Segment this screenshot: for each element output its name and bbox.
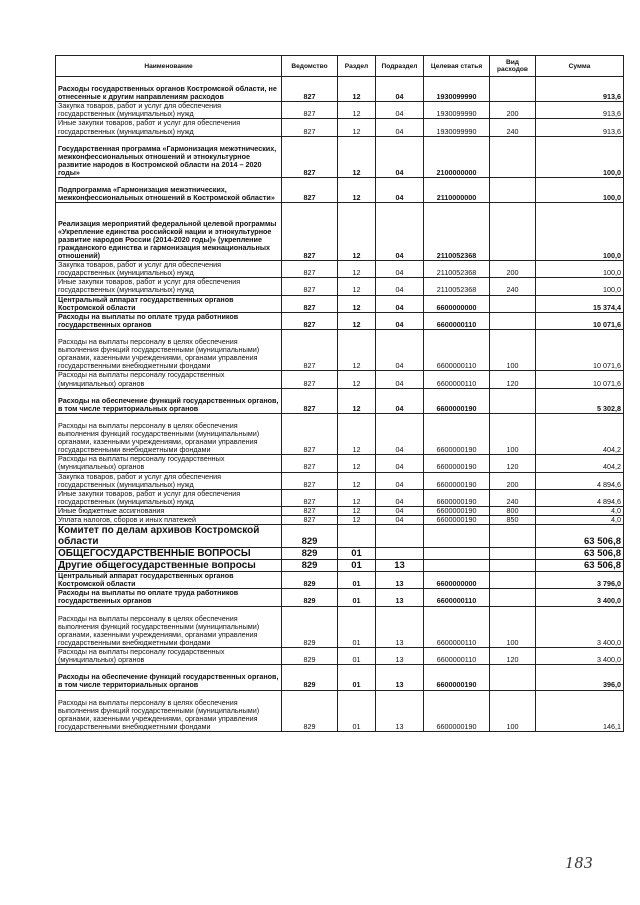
cell-sum: 3 400,0 <box>536 606 624 648</box>
cell-sum: 15 374,4 <box>536 295 624 312</box>
cell-ved: 827 <box>282 489 338 506</box>
cell-vr <box>490 312 536 329</box>
cell-razd: 12 <box>338 506 376 515</box>
cell-sum: 913,6 <box>536 77 624 102</box>
cell-vr: 100 <box>490 690 536 732</box>
cell-razd: 12 <box>338 102 376 119</box>
cell-cs: 6600000000 <box>424 295 490 312</box>
cell-razd: 12 <box>338 413 376 455</box>
cell-razd <box>338 525 376 548</box>
cell-vr <box>490 525 536 548</box>
cell-name: Расходы на выплаты персоналу в целях обеспечения выполнения функций государственными (муниципальными) органами, казенными учреждениями, органами управления государственными внебюджетными фондами <box>56 413 282 455</box>
cell-name: Расходы на выплаты персоналу государственных (муниципальных) органов <box>56 371 282 388</box>
cell-name: Иные бюджетные ассигнования <box>56 506 282 515</box>
budget-table-page <box>55 55 623 732</box>
header-podrazdel: Подраздел <box>376 56 424 77</box>
cell-name: Иные закупки товаров, работ и услуг для обеспечения государственных (муниципальных) нужд <box>56 119 282 136</box>
cell-cs: 6600000110 <box>424 371 490 388</box>
budget-table <box>55 55 624 732</box>
cell-sum: 5 302,8 <box>536 388 624 413</box>
cell-name: Комитет по делам архивов Костромской области <box>56 525 282 548</box>
cell-razd: 12 <box>338 119 376 136</box>
cell-razd: 12 <box>338 278 376 295</box>
cell-vr <box>490 203 536 261</box>
cell-vr: 200 <box>490 261 536 278</box>
cell-cs: 6600000190 <box>424 455 490 472</box>
cell-razd: 12 <box>338 203 376 261</box>
cell-razd: 12 <box>338 516 376 525</box>
cell-cs: 1930099990 <box>424 119 490 136</box>
table-row <box>56 606 624 648</box>
table-header-row <box>56 56 624 77</box>
cell-ved: 829 <box>282 648 338 665</box>
cell-sum: 3 400,0 <box>536 648 624 665</box>
cell-cs: 2110000000 <box>424 178 490 203</box>
table-body <box>56 77 624 732</box>
cell-razd: 12 <box>338 388 376 413</box>
cell-sum: 10 071,6 <box>536 371 624 388</box>
cell-vr: 200 <box>490 472 536 489</box>
cell-name: Центральный аппарат государственных органов Костромской области <box>56 295 282 312</box>
cell-ved: 827 <box>282 102 338 119</box>
cell-name: Закупка товаров, работ и услуг для обеспечения государственных (муниципальных) нужд <box>56 102 282 119</box>
cell-vr: 240 <box>490 278 536 295</box>
cell-sum: 100,0 <box>536 261 624 278</box>
cell-sum: 10 071,6 <box>536 329 624 371</box>
cell-cs: 6600000110 <box>424 648 490 665</box>
table-row <box>56 665 624 690</box>
table-row <box>56 77 624 102</box>
cell-name: Уплата налогов, сборов и иных платежей <box>56 516 282 525</box>
cell-ved: 829 <box>282 548 338 560</box>
table-row <box>56 119 624 136</box>
cell-podr: 04 <box>376 455 424 472</box>
table-row <box>56 413 624 455</box>
cell-ved: 827 <box>282 455 338 472</box>
cell-podr: 04 <box>376 489 424 506</box>
cell-sum: 404,2 <box>536 455 624 472</box>
cell-razd: 01 <box>338 690 376 732</box>
cell-ved: 829 <box>282 572 338 589</box>
cell-podr: 04 <box>376 178 424 203</box>
cell-ved: 827 <box>282 371 338 388</box>
cell-sum: 100,0 <box>536 136 624 178</box>
cell-razd: 12 <box>338 77 376 102</box>
cell-sum: 404,2 <box>536 413 624 455</box>
table-row <box>56 548 624 560</box>
cell-vr <box>490 589 536 606</box>
cell-sum: 4,0 <box>536 506 624 515</box>
cell-ved: 829 <box>282 690 338 732</box>
cell-podr: 13 <box>376 648 424 665</box>
cell-ved: 827 <box>282 472 338 489</box>
cell-name: Иные закупки товаров, работ и услуг для обеспечения государственных (муниципальных) нужд <box>56 489 282 506</box>
cell-cs <box>424 560 490 572</box>
cell-ved: 827 <box>282 329 338 371</box>
cell-podr: 13 <box>376 606 424 648</box>
cell-podr <box>376 548 424 560</box>
cell-name: Расходы на обеспечение функций государственных органов, в том числе территориальных органов <box>56 388 282 413</box>
cell-ved: 827 <box>282 506 338 515</box>
cell-vr <box>490 295 536 312</box>
cell-podr: 04 <box>376 388 424 413</box>
table-row <box>56 312 624 329</box>
header-celevaya-statya: Целевая статья <box>424 56 490 77</box>
cell-sum: 396,0 <box>536 665 624 690</box>
cell-sum: 100,0 <box>536 278 624 295</box>
header-summa: Сумма <box>536 56 624 77</box>
table-row <box>56 516 624 525</box>
cell-podr: 13 <box>376 690 424 732</box>
cell-name: Другие общегосударственные вопросы <box>56 560 282 572</box>
cell-razd: 12 <box>338 178 376 203</box>
cell-razd: 01 <box>338 572 376 589</box>
table-row <box>56 560 624 572</box>
cell-name: Подпрограмма «Гармонизация межэтнических, межконфессиональных отношений в Костромской области» <box>56 178 282 203</box>
cell-cs: 6600000190 <box>424 388 490 413</box>
cell-vr <box>490 572 536 589</box>
cell-ved: 829 <box>282 606 338 648</box>
cell-ved: 827 <box>282 261 338 278</box>
cell-vr: 100 <box>490 329 536 371</box>
cell-cs: 6600000000 <box>424 572 490 589</box>
header-vedomstvo: Ведомство <box>282 56 338 77</box>
cell-podr: 04 <box>376 203 424 261</box>
table-row <box>56 136 624 178</box>
cell-ved: 827 <box>282 136 338 178</box>
cell-vr <box>490 665 536 690</box>
cell-vr: 240 <box>490 489 536 506</box>
cell-razd: 01 <box>338 589 376 606</box>
cell-ved: 827 <box>282 388 338 413</box>
cell-vr: 100 <box>490 413 536 455</box>
cell-razd: 01 <box>338 665 376 690</box>
cell-razd: 12 <box>338 455 376 472</box>
cell-vr: 120 <box>490 648 536 665</box>
cell-razd: 12 <box>338 295 376 312</box>
cell-cs <box>424 525 490 548</box>
cell-podr: 04 <box>376 102 424 119</box>
table-row <box>56 506 624 515</box>
cell-podr: 04 <box>376 295 424 312</box>
cell-cs: 6600000110 <box>424 589 490 606</box>
cell-podr: 04 <box>376 329 424 371</box>
cell-vr <box>490 560 536 572</box>
cell-cs: 1930099990 <box>424 77 490 102</box>
cell-ved: 829 <box>282 589 338 606</box>
cell-razd: 12 <box>338 261 376 278</box>
table-row <box>56 648 624 665</box>
cell-cs: 6600000190 <box>424 690 490 732</box>
cell-name: Центральный аппарат государственных органов Костромской области <box>56 572 282 589</box>
table-row <box>56 329 624 371</box>
header-razdel: Раздел <box>338 56 376 77</box>
cell-cs: 6600000110 <box>424 312 490 329</box>
cell-name: Закупка товаров, работ и услуг для обеспечения государственных (муниципальных) нужд <box>56 472 282 489</box>
cell-vr: 100 <box>490 606 536 648</box>
cell-name: Государственная программа «Гармонизация межэтнических, межконфессиональных отношений и этнокультурное развитие народов в Костромской области на 2014 – 2020 годы» <box>56 136 282 178</box>
cell-name: ОБЩЕГОСУДАРСТВЕННЫЕ ВОПРОСЫ <box>56 548 282 560</box>
cell-name: Расходы на выплаты персоналу в целях обеспечения выполнения функций государственными (муниципальными) органами, казенными учреждениями, органами управления государственными внебюджетными фондами <box>56 606 282 648</box>
cell-podr: 04 <box>376 413 424 455</box>
cell-sum: 4,0 <box>536 516 624 525</box>
table-row <box>56 203 624 261</box>
cell-razd: 12 <box>338 371 376 388</box>
cell-name: Расходы на выплаты персоналу государственных (муниципальных) органов <box>56 455 282 472</box>
cell-cs: 2100000000 <box>424 136 490 178</box>
cell-sum: 4 894,6 <box>536 489 624 506</box>
cell-podr: 13 <box>376 572 424 589</box>
cell-podr: 04 <box>376 516 424 525</box>
cell-cs: 6600000110 <box>424 606 490 648</box>
cell-cs: 6600000190 <box>424 472 490 489</box>
cell-razd: 12 <box>338 329 376 371</box>
cell-podr: 04 <box>376 371 424 388</box>
table-row <box>56 572 624 589</box>
cell-name: Расходы на выплаты по оплате труда работников государственных органов <box>56 589 282 606</box>
cell-razd: 12 <box>338 312 376 329</box>
header-vid-rashodov: Вид расходов <box>490 56 536 77</box>
cell-razd: 12 <box>338 136 376 178</box>
cell-podr: 04 <box>376 77 424 102</box>
cell-podr: 04 <box>376 119 424 136</box>
cell-sum: 63 506,8 <box>536 525 624 548</box>
cell-cs: 6600000190 <box>424 506 490 515</box>
cell-razd: 01 <box>338 548 376 560</box>
cell-sum: 913,6 <box>536 119 624 136</box>
cell-vr <box>490 178 536 203</box>
cell-ved: 827 <box>282 295 338 312</box>
cell-ved: 829 <box>282 665 338 690</box>
cell-vr <box>490 548 536 560</box>
cell-vr <box>490 388 536 413</box>
cell-name: Расходы государственных органов Костромской области, не отнесенные к другим направлениям расходов <box>56 77 282 102</box>
cell-ved: 827 <box>282 77 338 102</box>
cell-name: Иные закупки товаров, работ и услуг для обеспечения государственных (муниципальных) нужд <box>56 278 282 295</box>
cell-cs: 6600000190 <box>424 665 490 690</box>
cell-name: Расходы на выплаты по оплате труда работников государственных органов <box>56 312 282 329</box>
cell-razd: 01 <box>338 560 376 572</box>
table-row <box>56 388 624 413</box>
cell-razd: 01 <box>338 648 376 665</box>
cell-vr: 800 <box>490 506 536 515</box>
table-row <box>56 455 624 472</box>
cell-podr: 04 <box>376 261 424 278</box>
cell-ved: 827 <box>282 119 338 136</box>
cell-vr <box>490 77 536 102</box>
cell-sum: 146,1 <box>536 690 624 732</box>
cell-vr: 850 <box>490 516 536 525</box>
cell-podr <box>376 525 424 548</box>
cell-name: Расходы на выплаты персоналу государственных (муниципальных) органов <box>56 648 282 665</box>
cell-podr: 04 <box>376 312 424 329</box>
cell-cs: 2110052368 <box>424 261 490 278</box>
cell-vr: 120 <box>490 371 536 388</box>
cell-sum: 913,6 <box>536 102 624 119</box>
cell-ved: 827 <box>282 413 338 455</box>
cell-ved: 827 <box>282 278 338 295</box>
cell-cs <box>424 548 490 560</box>
cell-sum: 63 506,8 <box>536 548 624 560</box>
cell-cs: 2110052368 <box>424 203 490 261</box>
cell-ved: 827 <box>282 203 338 261</box>
cell-ved: 829 <box>282 525 338 548</box>
cell-vr: 240 <box>490 119 536 136</box>
table-row <box>56 525 624 548</box>
cell-name: Расходы на обеспечение функций государственных органов, в том числе территориальных органов <box>56 665 282 690</box>
table-row <box>56 261 624 278</box>
cell-name: Реализация мероприятий федеральной целевой программы «Укрепление единства российской нации и этнокультурное развитие народов России (2014-2020 годы)» (укрепление гражданского единства и гармонизация межнациональных отношений) <box>56 203 282 261</box>
cell-name: Расходы на выплаты персоналу в целях обеспечения выполнения функций государственными (муниципальными) органами, казенными учреждениями, органами управления государственными внебюджетными фондами <box>56 690 282 732</box>
table-row <box>56 371 624 388</box>
cell-ved: 827 <box>282 312 338 329</box>
cell-podr: 04 <box>376 136 424 178</box>
table-row <box>56 690 624 732</box>
cell-podr: 13 <box>376 560 424 572</box>
cell-sum: 4 894,6 <box>536 472 624 489</box>
cell-vr: 200 <box>490 102 536 119</box>
cell-cs: 6600000190 <box>424 413 490 455</box>
cell-podr: 04 <box>376 506 424 515</box>
cell-ved: 827 <box>282 516 338 525</box>
cell-ved: 829 <box>282 560 338 572</box>
cell-cs: 6600000190 <box>424 489 490 506</box>
cell-sum: 3 400,0 <box>536 589 624 606</box>
cell-sum: 100,0 <box>536 178 624 203</box>
cell-podr: 04 <box>376 278 424 295</box>
cell-razd: 12 <box>338 472 376 489</box>
table-row <box>56 472 624 489</box>
table-row <box>56 489 624 506</box>
cell-podr: 13 <box>376 665 424 690</box>
cell-podr: 13 <box>376 589 424 606</box>
cell-vr: 120 <box>490 455 536 472</box>
cell-sum: 3 796,0 <box>536 572 624 589</box>
cell-name: Закупка товаров, работ и услуг для обеспечения государственных (муниципальных) нужд <box>56 261 282 278</box>
header-name: Наименование <box>56 56 282 77</box>
cell-vr <box>490 136 536 178</box>
table-row <box>56 102 624 119</box>
cell-name: Расходы на выплаты персоналу в целях обеспечения выполнения функций государственными (муниципальными) органами, казенными учреждениями, органами управления государственными внебюджетными фондами <box>56 329 282 371</box>
table-row <box>56 295 624 312</box>
cell-cs: 2110052368 <box>424 278 490 295</box>
page-number: 183 <box>565 853 594 872</box>
cell-cs: 1930099990 <box>424 102 490 119</box>
table-row <box>56 589 624 606</box>
cell-ved: 827 <box>282 178 338 203</box>
cell-sum: 100,0 <box>536 203 624 261</box>
cell-podr: 04 <box>376 472 424 489</box>
cell-cs: 6600000190 <box>424 516 490 525</box>
cell-razd: 12 <box>338 489 376 506</box>
table-row <box>56 278 624 295</box>
table-row <box>56 178 624 203</box>
cell-sum: 10 071,6 <box>536 312 624 329</box>
cell-razd: 01 <box>338 606 376 648</box>
cell-cs: 6600000110 <box>424 329 490 371</box>
cell-sum: 63 506,8 <box>536 560 624 572</box>
